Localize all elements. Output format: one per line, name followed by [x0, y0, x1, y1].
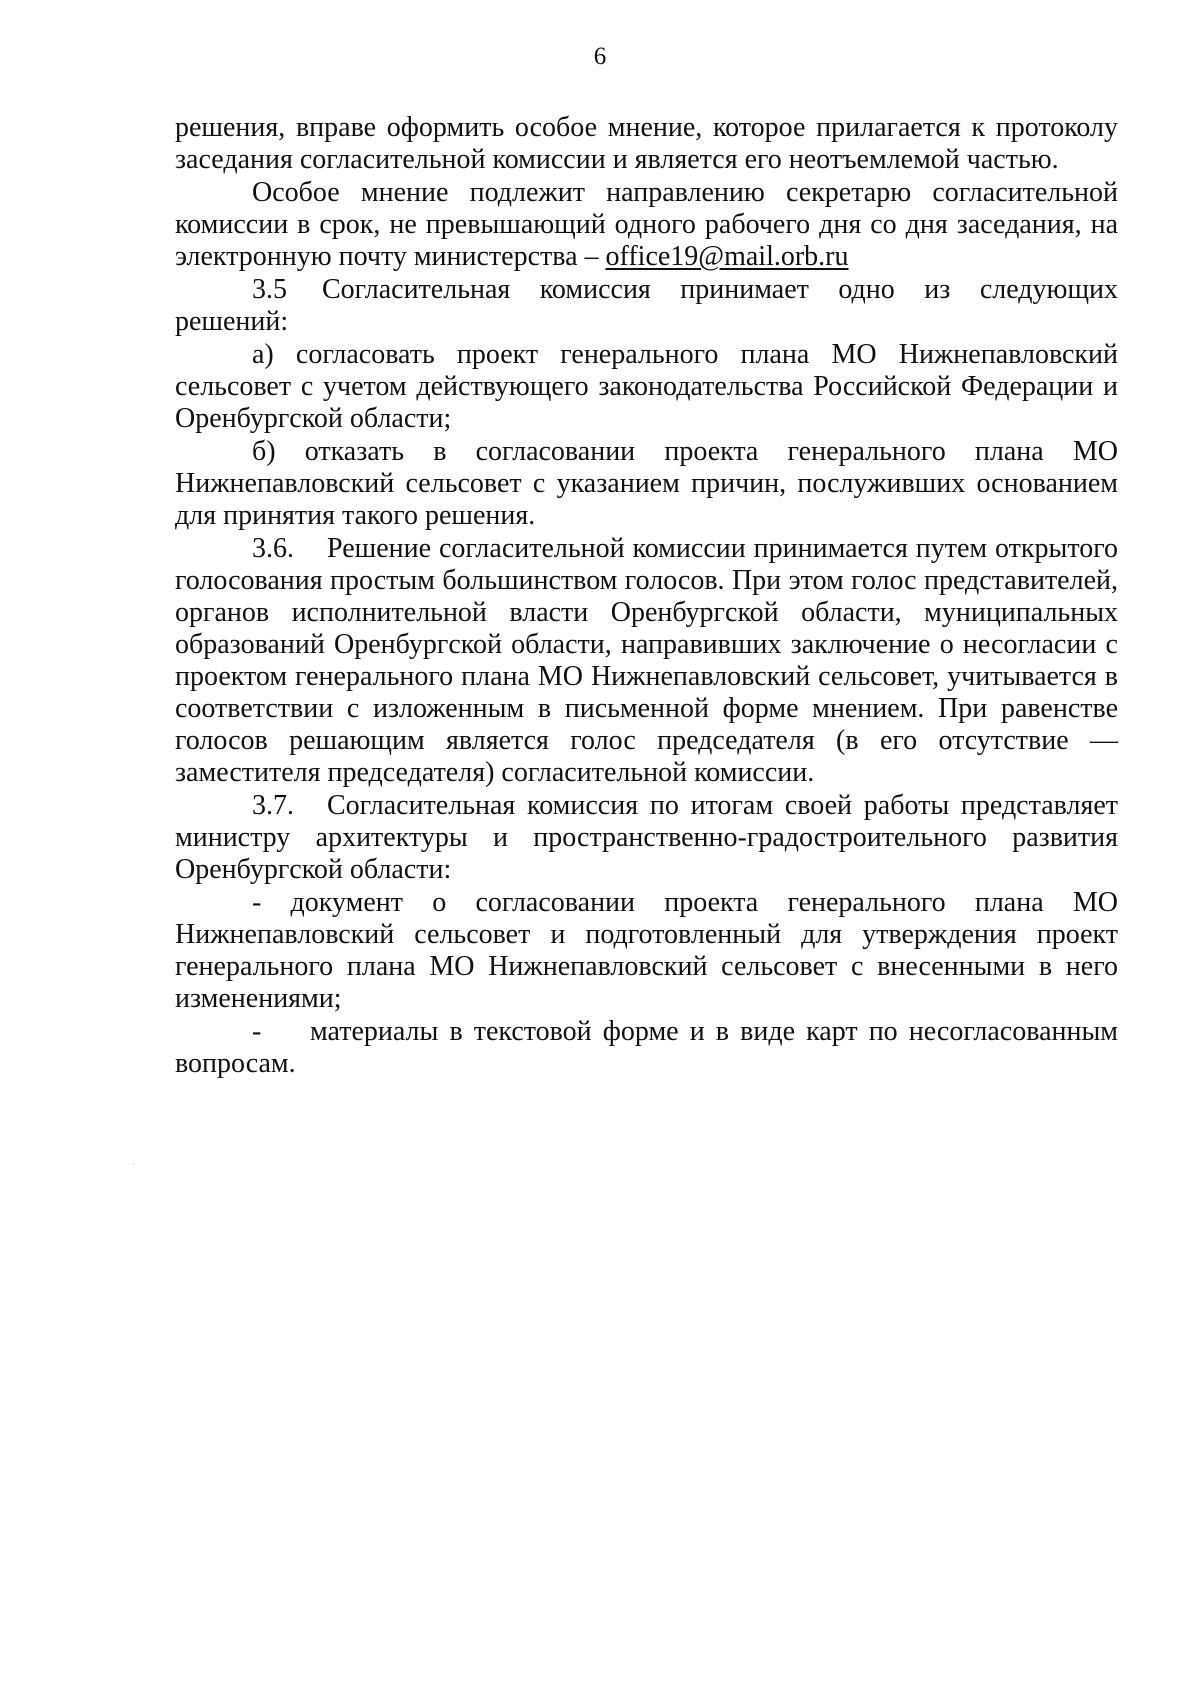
paragraph-3-5	[175, 274, 1118, 338]
list-item-materials	[175, 1016, 1118, 1080]
clause-text-3-5: Согласительная комиссия принимает одно из следующих решений:	[175, 274, 1118, 337]
paragraph-continuation: решения, вправе оформить особое мнение, которое прилагается к протоколу заседания согласительной комиссии и является его неотъемлемой частью.	[175, 112, 1118, 175]
list-item-a: а) согласовать проект генерального плана МО Нижнепавловский сельсовет с учетом действующего законодательства Российской Федерации и Оренбургской области;	[175, 339, 1118, 434]
paragraph-3-6	[175, 533, 1118, 789]
clause-number-3-7: 3.7.	[252, 790, 294, 821]
clause-number-3-5: 3.5	[252, 274, 287, 305]
clause-text-3-7: Согласительная комиссия по итогам своей работы представляет министру архитектуры и пространственно-градостроительного развития Оренбургской области:	[175, 790, 1118, 885]
list-item-b: б) отказать в согласовании проекта генерального плана МО Нижнепавловский сельсовет с указанием причин, послуживших основанием для принятия такого решения.	[175, 436, 1118, 531]
page-number: 6	[593, 43, 607, 70]
paragraph-special-opinion-text: Особое мнение подлежит направлению секретарю согласительной комиссии в срок, не превышающий одного рабочего дня со дня заседания, на электронную почту министерства –	[175, 177, 1118, 272]
paragraph-special-opinion	[175, 177, 1118, 273]
email-link[interactable]: office19@mail.orb.ru	[605, 241, 849, 272]
list-item-materials-text: материалы в текстовой форме и в виде карт по несогласованным вопросам.	[175, 1016, 1118, 1079]
list-dash: -	[252, 1016, 262, 1047]
paragraph-3-7	[175, 790, 1118, 886]
scan-speck	[133, 1163, 134, 1164]
document-body	[175, 112, 1118, 1080]
clause-number-3-6: 3.6.	[252, 533, 294, 564]
clause-text-3-6: Решение согласительной комиссии принимается путем открытого голосования простым большинством голосов. При этом голос представителей, органов исполнительной власти Оренбургской области, муниципальных образований Оренбургской области, направивших заключение о несогласии с проектом генерального плана МО Нижнепавловский сельсовет, учитывается в соответствии с изложенным в письменной форме мнением. При равенстве голосов решающим является голос председателя (в его отсутствие — заместителя председателя) согласительной комиссии.	[175, 533, 1118, 788]
list-item-document: - документ о согласовании проекта генерального плана МО Нижнепавловский сельсовет и подготовленный для утверждения проект генерального плана МО Нижнепавловский сельсовет с внесенными в него изменениями;	[175, 887, 1118, 1014]
